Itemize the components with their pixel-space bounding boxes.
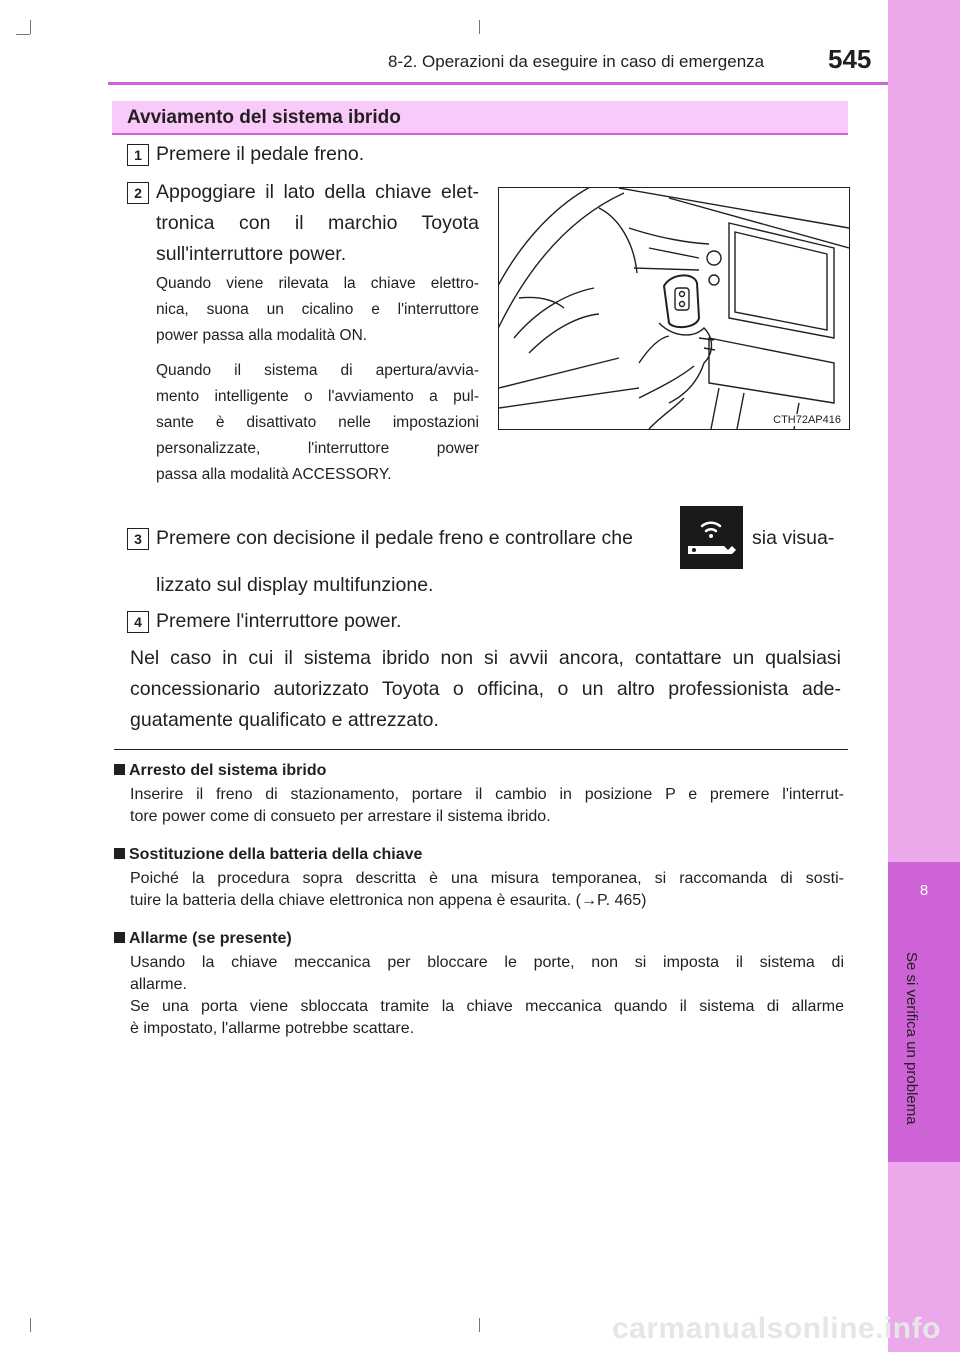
note-line: personalizzate, l'interruttore power <box>156 440 479 457</box>
page-number: 545 <box>828 44 872 74</box>
step-number-1: 1 <box>127 144 149 166</box>
step-number-2: 2 <box>127 182 149 204</box>
header-rule <box>108 82 888 85</box>
note-title: Arresto del sistema ibrido <box>129 762 327 779</box>
note-title-row <box>114 930 844 948</box>
note-title-row <box>114 846 844 864</box>
chapter-number: 8 <box>919 882 929 899</box>
note-line: Quando il sistema di apertura/avvia- <box>156 362 479 379</box>
watermark: carmanualsonline.info <box>612 1312 941 1345</box>
step-3-text-after: sia visua- <box>752 527 835 549</box>
smart-key-indicator-icon <box>680 506 743 569</box>
step-4-text: Premere l'interruttore power. <box>156 610 402 632</box>
note-line: Quando viene rilevata la chiave elettro- <box>156 275 479 292</box>
paragraph-line: concessionario autorizzato Toyota o officina, o un altro professionista ade- <box>130 678 841 700</box>
illustration-code: CTH72AP416 <box>773 414 841 426</box>
step-2-note-1 <box>156 271 479 349</box>
note-arresto <box>114 762 844 828</box>
note-body <box>130 868 844 912</box>
step-2-note-2 <box>156 358 479 488</box>
step-1-text: Premere il pedale freno. <box>156 143 365 165</box>
note-line: mento intelligente o l'avviamento a pul- <box>156 388 479 405</box>
note-line[interactable]: tuire la batteria della chiave elettronica non appena è esaurita. (→P. 465) <box>130 892 647 909</box>
running-header: 8-2. Operazioni da eseguire in caso di emergenza <box>388 52 765 71</box>
illustration-key-on-power-switch <box>498 187 850 430</box>
note-title: Allarme (se presente) <box>129 930 292 947</box>
note-line: Poiché la procedura sopra descritta è una misura temporanea, si raccomanda di sosti- <box>130 870 844 887</box>
note-line: sante è disattivato nelle impostazioni <box>156 414 479 431</box>
note-body <box>130 784 844 828</box>
step-2-line: sull'interruttore power. <box>156 243 347 265</box>
chapter-title: Se si verifica un problema <box>903 952 920 1125</box>
step-3-text-line2: lizzato sul display multifunzione. <box>156 574 434 596</box>
side-tab-active-chapter[interactable] <box>888 862 960 1162</box>
note-line: power passa alla modalità ON. <box>156 327 368 344</box>
step-2-line: Appoggiare il lato della chiave elet- <box>156 181 479 203</box>
bullet-square-icon <box>114 932 125 943</box>
note-line: Inserire il freno di stazionamento, portare il cambio in posizione P e premere l'interrut- <box>130 786 844 803</box>
paragraph-line: Nel caso in cui il sistema ibrido non si avvii ancora, contattare un qualsiasi <box>130 647 841 669</box>
note-line: Usando la chiave meccanica per bloccare le porte, non si imposta il sistema di <box>130 954 844 971</box>
note-batteria <box>114 846 844 912</box>
note-line: nica, suona un cicalino e l'interruttore <box>156 301 479 318</box>
failure-paragraph <box>130 643 841 736</box>
note-title-row <box>114 762 844 780</box>
step-2-line: tronica con il marchio Toyota <box>156 212 479 234</box>
note-body <box>130 952 844 1040</box>
paragraph-line: guatamente qualificato e attrezzato. <box>130 709 439 731</box>
note-line: allarme. <box>130 976 187 993</box>
step-2-text <box>156 177 479 270</box>
note-line: passa alla modalità ACCESSORY. <box>156 466 392 483</box>
key-fob-illustration <box>499 188 849 429</box>
step-number-4: 4 <box>127 611 149 633</box>
note-line: tore power come di consueto per arrestare il sistema ibrido. <box>130 808 551 825</box>
notes-divider <box>114 749 848 750</box>
step-3-text-before: Premere con decisione il pedale freno e controllare che <box>156 527 633 549</box>
note-line: è impostato, l'allarme potrebbe scattare. <box>130 1020 415 1037</box>
note-title: Sostituzione della batteria della chiave <box>129 846 423 863</box>
bullet-square-icon <box>114 764 125 775</box>
section-title: Avviamento del sistema ibrido <box>127 107 401 128</box>
bullet-square-icon <box>114 848 125 859</box>
note-line: Se una porta viene sbloccata tramite la chiave meccanica quando il sistema di allarme <box>130 998 844 1015</box>
step-number-3: 3 <box>127 528 149 550</box>
note-allarme <box>114 930 844 1040</box>
